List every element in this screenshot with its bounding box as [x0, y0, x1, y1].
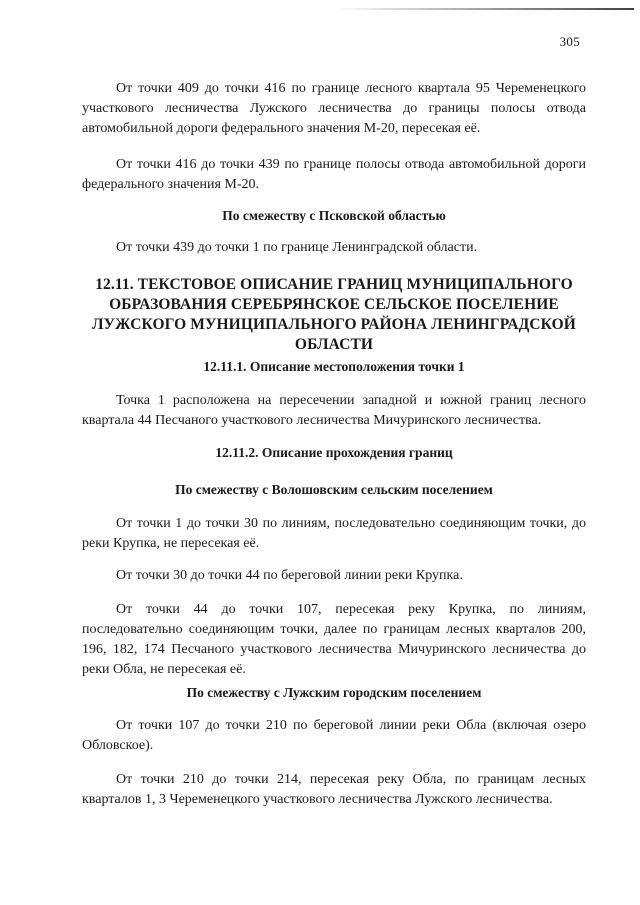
scan-edge-mark [334, 8, 634, 10]
paragraph-210-214: От точки 210 до точки 214, пересекая реку Обла, по границам лесных кварталов 1, 3 Череменецкого участкового лесничества Лужского лесничества. [82, 772, 586, 807]
paragraph-409-416: От точки 409 до точки 416 по границе лесного квартала 95 Череменецкого участкового лесничества Лужского лесничества до границы полосы отвода автомобильной дороги федерального значения М-20, пересекая её. [82, 81, 586, 136]
paragraph-416-439: От точки 416 до точки 439 по границе полосы отвода автомобильной дороги федерального значения М-20. [82, 157, 586, 192]
paragraph-107-210: От точки 107 до точки 210 по береговой линии реки Обла (включая озеро Обловское). [82, 718, 586, 753]
heading-luga-border: По смежеству с Лужским городским поселением [186, 685, 482, 700]
paragraph-point-1: Точка 1 расположена на пересечении западной и южной границ лесного квартала 44 Песчаного участкового лесничества Мичуринского лесничества. [82, 393, 586, 428]
paragraph-1-30: От точки 1 до точки 30 по линиям, последовательно соединяющим точки, до реки Крупка, не пересекая её. [82, 516, 586, 551]
heading-voloshovo-border: По смежеству с Волошовским сельским поселением [175, 482, 493, 497]
heading-12-11-1: 12.11.1. Описание местоположения точки 1 [203, 359, 465, 374]
paragraph-44-107: От точки 44 до точки 107, пересекая реку Крупка, по линиям, последовательно соединяющим точки, далее по границам лесных кварталов 200, 196, 182, 174 Песчаного участкового лесничества Мичуринского лесничества до реки Обла, не пересекая её. [82, 602, 586, 677]
heading-12-11-2: 12.11.2. Описание прохождения границ [215, 445, 453, 460]
paragraph-439-1: От точки 439 до точки 1 по границе Ленинградской области. [116, 240, 478, 255]
section-title-12-11: 12.11. ТЕКСТОВОЕ ОПИСАНИЕ ГРАНИЦ МУНИЦИПАЛЬНОГО ОБРАЗОВАНИЯ СЕРЕБРЯНСКОЕ СЕЛЬСКОЕ ПОСЕЛЕНИЕ ЛУЖСКОГО МУНИЦИПАЛЬНОГО РАЙОНА ЛЕНИНГРАДСКОЙ ОБЛАСТИ [92, 276, 576, 353]
heading-pskov-border: По смежеству с Псковской областью [222, 208, 446, 223]
page-number: 305 [559, 34, 580, 49]
paragraph-30-44: От точки 30 до точки 44 по береговой линии реки Крупка. [116, 568, 463, 583]
